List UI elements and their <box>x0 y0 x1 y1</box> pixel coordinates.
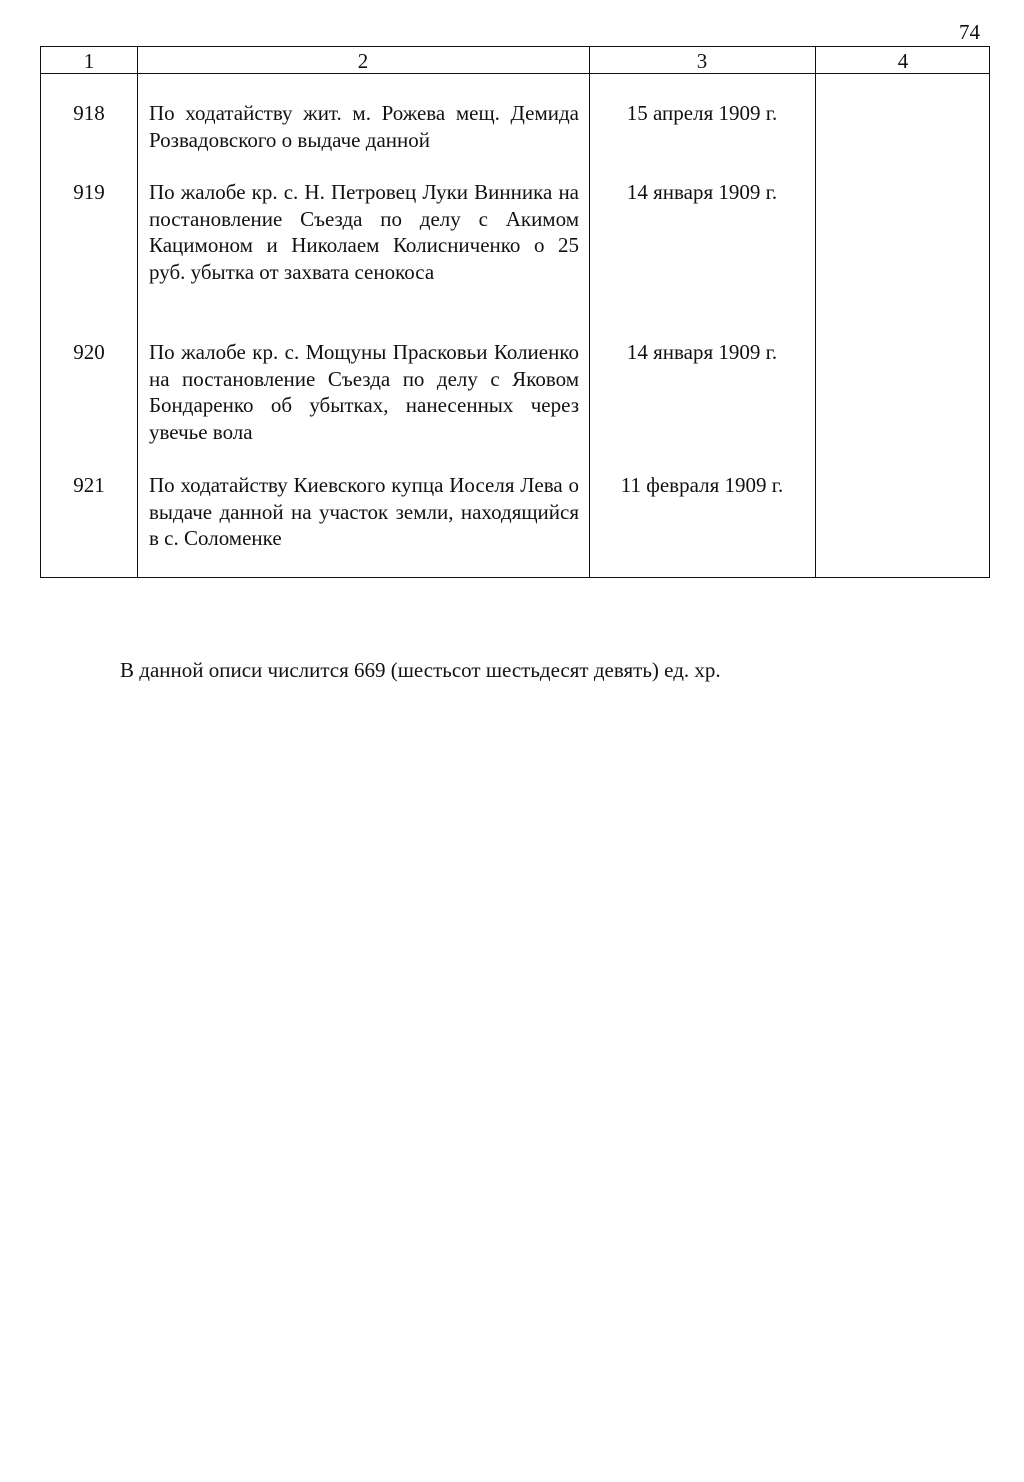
column-header-1: 1 <box>83 49 95 73</box>
column-divider <box>815 47 816 577</box>
item-number: 918 <box>73 101 105 125</box>
column-header-4: 4 <box>897 49 909 73</box>
column-header-2: 2 <box>357 49 369 73</box>
item-date: 11 февраля 1909 г. <box>620 473 784 497</box>
column-divider <box>137 47 138 577</box>
page-number: 74 <box>959 20 980 44</box>
item-date: 14 января 1909 г. <box>626 340 778 364</box>
column-header-3: 3 <box>696 49 708 73</box>
item-date: 15 апреля 1909 г. <box>626 101 778 125</box>
header-divider <box>41 73 989 74</box>
item-title: По жалобе кр. с. Н. Петровец Луки Винника на постановление Съезда по делу с Акимом Кацимоном и Николаем Колисниченко о 25 руб. убытка от захвата сенокоса <box>149 180 579 284</box>
item-number: 921 <box>73 473 105 497</box>
item-date: 14 января 1909 г. <box>626 180 778 204</box>
item-title: По ходатайству Киевского купца Иоселя Лева о выдаче данной на участок земли, находящийся в с. Соломенке <box>149 473 579 550</box>
summary-text: В данной описи числится 669 (шестьсот шестьдесят девять) ед. хр. <box>120 658 721 682</box>
item-title: По ходатайству жит. м. Рожева мещ. Демида Розвадовского о выдаче данной <box>149 101 579 152</box>
item-title: По жалобе кр. с. Мощуны Прасковьи Колиенко на постановление Съезда по делу с Яковом Бондаренко об убытках, нанесенных через увечье вола <box>149 340 579 444</box>
item-number: 919 <box>73 180 105 204</box>
item-number: 920 <box>73 340 105 364</box>
inventory-table <box>40 46 990 578</box>
